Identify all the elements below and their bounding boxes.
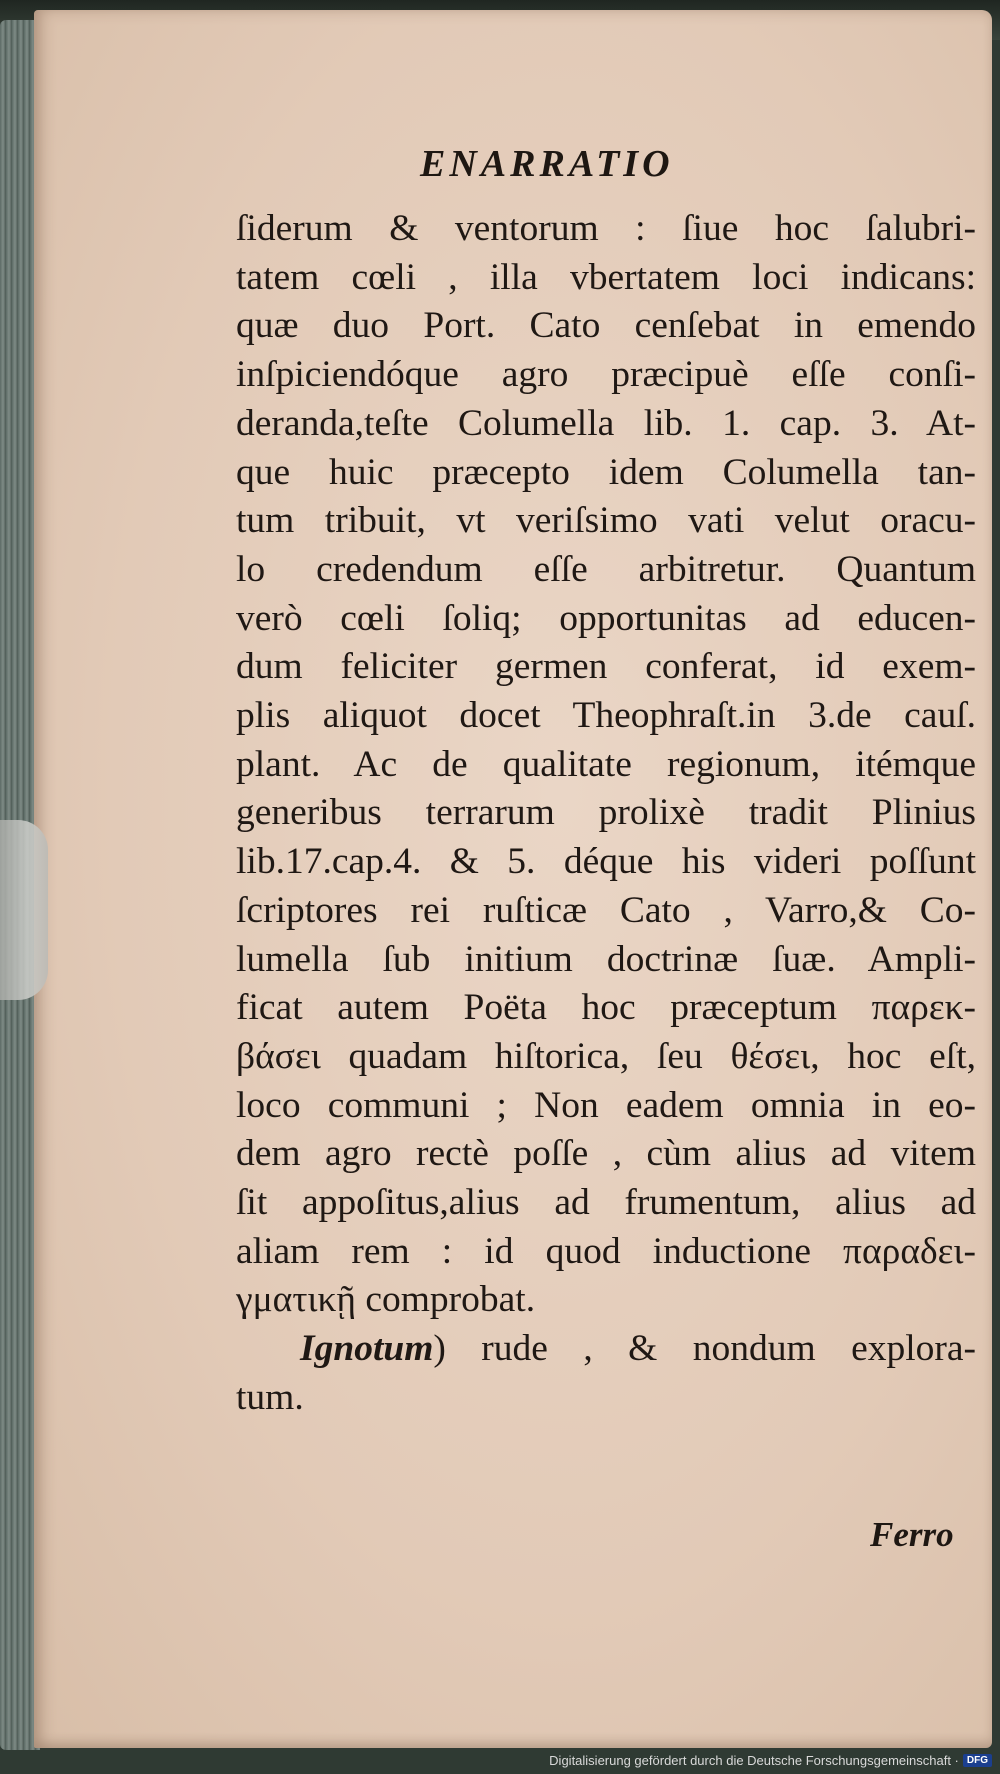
text-line: lo credendum eſſe arbitretur. Quantum (236, 548, 976, 590)
text-line: verò cœli ſoliq; opportunitas ad educen- (236, 597, 976, 639)
text-line: plant. Ac de qualitate regionum, itémque (236, 743, 976, 785)
text-line: tum. (236, 1376, 304, 1418)
lemma-line (236, 1325, 976, 1374)
dfg-logo: DFG (963, 1754, 992, 1767)
text-line: plis aliquot docet Theophraſt.in 3.de cauſ. (236, 695, 976, 737)
text-line: aliam rem : id quod inductione παραδει- (236, 1230, 976, 1272)
footer-text: Digitalisierung gefördert durch die Deutsche Forschungsgemeinschaft · (549, 1753, 959, 1768)
text-line: dem agro rectè poſſe , cùm alius ad vitem (236, 1133, 976, 1175)
text-line: loco communi ; Non eadem omnia in eo- (236, 1084, 976, 1126)
page-clip-marker (0, 820, 48, 1000)
text-line: tum tribuit, vt veriſsimo vati velut oracu- (236, 500, 976, 542)
body-text (236, 205, 976, 1423)
text-line: quæ duo Port. Cato cenſebat in emendo (236, 305, 976, 347)
lemma-gloss: ) rude , & nondum explora- (433, 1328, 976, 1370)
text-line: inſpiciendóque agro præcipuè eſſe conſi- (236, 354, 976, 396)
text-line: lumella ſub initium doctrinæ ſuæ. Ampli- (236, 938, 976, 980)
lemma: Ignotum (300, 1328, 434, 1370)
text-line: que huic præcepto idem Columella tan- (236, 451, 976, 493)
text-line: lib.17.cap.4. & 5. déque his videri poſſunt (236, 841, 976, 883)
text-line: dum feliciter germen conferat, id exem- (236, 646, 976, 688)
catchword: Ferro (870, 1515, 954, 1554)
text-line: γματικῇ comprobat. (236, 1279, 536, 1321)
text-line: ſit appoſitus,alius ad frumentum, alius ad (236, 1182, 976, 1224)
text-line: βάσει quadam hiſtorica, ſeu θέσει, hoc eſt, (236, 1035, 976, 1077)
text-line: ficat autem Poëta hoc præceptum παρεκ- (236, 987, 976, 1029)
text-line: ſiderum & ventorum : ſiue hoc ſalubri- (236, 208, 976, 249)
digitization-credit (549, 1753, 992, 1768)
text-line: tatem cœli , illa vbertatem loci indicans: (236, 256, 976, 298)
text-line: generibus terrarum prolixè tradit Plinius (236, 792, 976, 834)
running-head: ENARRATIO (420, 143, 674, 185)
text-line: deranda,teſte Columella lib. 1. cap. 3. At- (236, 402, 976, 444)
text-line: ſcriptores rei ruſticæ Cato , Varro,& Co- (236, 889, 976, 931)
